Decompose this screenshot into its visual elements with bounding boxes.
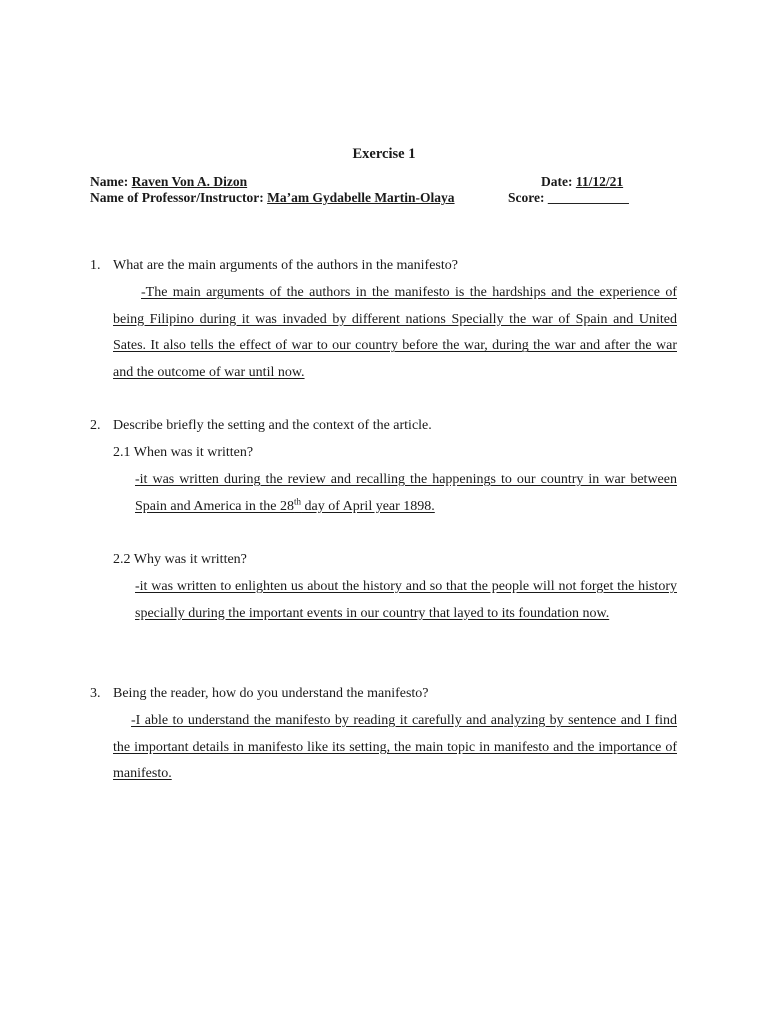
question-2-number: 2. <box>90 418 101 433</box>
professor-line <box>90 190 455 206</box>
question-3-text: Being the reader, how do you understand the manifesto? <box>113 686 429 701</box>
subquestion-2-2: 2.2 Why was it written? <box>113 552 247 567</box>
answer-3: -I able to understand the manifesto by reading it carefully and analyzing by sentence and I find the important details in manifesto like its setting, the main topic in manifesto and the importance of manifesto. <box>113 713 677 782</box>
question-1-text: What are the main arguments of the authors in the manifesto? <box>113 258 458 273</box>
name-value: Raven Von A. Dizon <box>131 174 248 189</box>
answer-2-1 <box>135 467 677 520</box>
score-value: ____________ <box>547 190 629 205</box>
date-label: Date: <box>541 174 573 189</box>
answer-1: -The main arguments of the authors in the manifesto is the hardships and the experience of being Filipino during it was invaded by different nations Specially the war of Spain and United Sates. It also tells the effect of war to our country before the war, during the war and after the war and the outcome of war until now. <box>113 285 677 381</box>
score-line <box>508 190 629 206</box>
score-label: Score: <box>508 190 545 205</box>
professor-label: Name of Professor/Instructor: <box>90 190 264 205</box>
question-2 <box>90 413 680 440</box>
question-3 <box>90 681 680 708</box>
date-value: 11/12/21 <box>575 174 624 189</box>
answer-2-1-text-b: day of April year 1898. <box>301 498 435 514</box>
document-title: Exercise 1 <box>352 146 416 162</box>
question-3-number: 3. <box>90 686 101 701</box>
professor-value: Ma’am Gydabelle Martin-Olaya <box>267 190 455 205</box>
question-2-text: Describe briefly the setting and the context of the article. <box>113 418 432 433</box>
date-line <box>541 174 623 190</box>
answer-2-2: -it was written to enlighten us about the history and so that the people will not forget the history specially during the important events in our country that layed to its foundation now. <box>135 579 677 621</box>
answer-2-1-text-a: -it was written during the review and recalling the happenings to our country in war between Spain and America in the 28 <box>135 472 677 514</box>
question-1-number: 1. <box>90 258 101 273</box>
subquestion-2-1: 2.1 When was it written? <box>113 445 254 460</box>
answer-2-1-superscript: th <box>294 496 302 507</box>
question-1 <box>90 253 680 280</box>
name-label: Name: <box>90 174 129 189</box>
name-line <box>90 174 247 190</box>
